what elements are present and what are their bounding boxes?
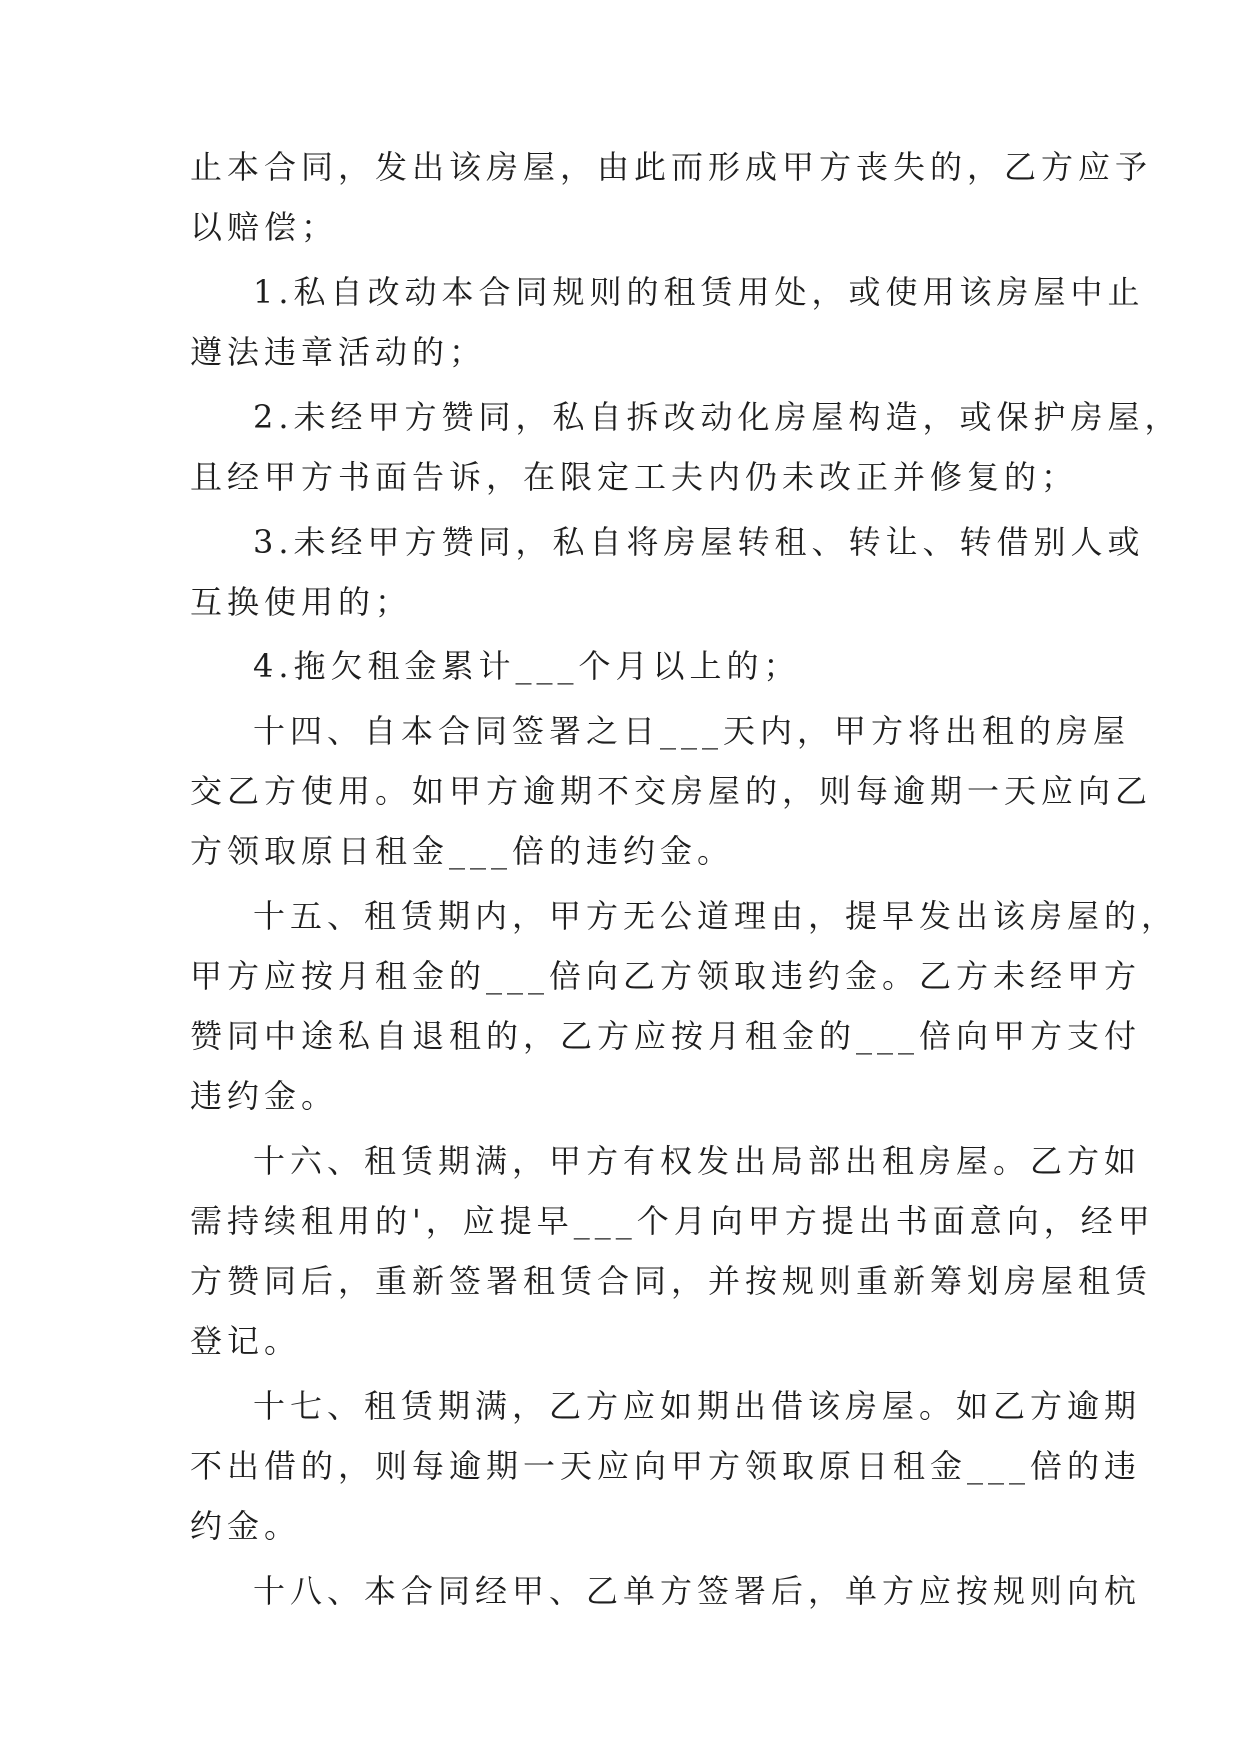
text-line: 十七、租赁期满，乙方应如期出借该房屋。如乙方逾期 [253, 1387, 1142, 1425]
text-line: 止本合同，发出该房屋，由此而形成甲方丧失的，乙方应予 [190, 148, 1153, 186]
text-line: 互换使用的； [190, 583, 413, 621]
text-line: 违约金。 [190, 1077, 339, 1115]
text-line: 十四、自本合同签署之日___天内，甲方将出租的房屋 [253, 712, 1131, 750]
text-line: 方领取原日租金___倍的违约金。 [190, 832, 735, 870]
text-line: 2.未经甲方赞同，私自拆改动化房屋构造，或保护房屋， [253, 398, 1182, 436]
text-line: 方赞同后，重新签署租赁合同，并按规则重新筹划房屋租赁 [190, 1262, 1153, 1300]
text-line: 甲方应按月租金的___倍向乙方领取违约金。乙方未经甲方 [190, 957, 1142, 995]
text-line: 且经甲方书面告诉，在限定工夫内仍未改正并修复的； [190, 458, 1079, 496]
text-line: 登记。 [190, 1322, 302, 1360]
text-line: 交乙方使用。如甲方逾期不交房屋的，则每逾期一天应向乙 [190, 772, 1153, 810]
text-line: 3.未经甲方赞同，私自将房屋转租、转让、转借别人或 [253, 523, 1145, 561]
text-line: 十六、租赁期满，甲方有权发出局部出租房屋。乙方如 [253, 1142, 1142, 1180]
text-line: 十八、本合同经甲、乙单方签署后，单方应按规则向杭 [253, 1572, 1142, 1610]
text-line: 十五、租赁期内，甲方无公道理由，提早发出该房屋的， [253, 897, 1179, 935]
text-line: 赞同中途私自退租的，乙方应按月租金的___倍向甲方支付 [190, 1017, 1142, 1055]
text-line: 4.拖欠租金累计___个月以上的； [253, 647, 801, 685]
text-line: 遵法违章活动的； [190, 333, 487, 371]
text-line: 以赔偿； [190, 208, 339, 246]
text-line: 不出借的，则每逾期一天应向甲方领取原日租金___倍的违 [190, 1447, 1142, 1485]
text-line: 1.私自改动本合同规则的租赁用处，或使用该房屋中止 [253, 273, 1145, 311]
text-line: 约金。 [190, 1507, 302, 1545]
text-line: 需持续租用的'，应提早___个月向甲方提出书面意向，经甲 [190, 1202, 1155, 1240]
